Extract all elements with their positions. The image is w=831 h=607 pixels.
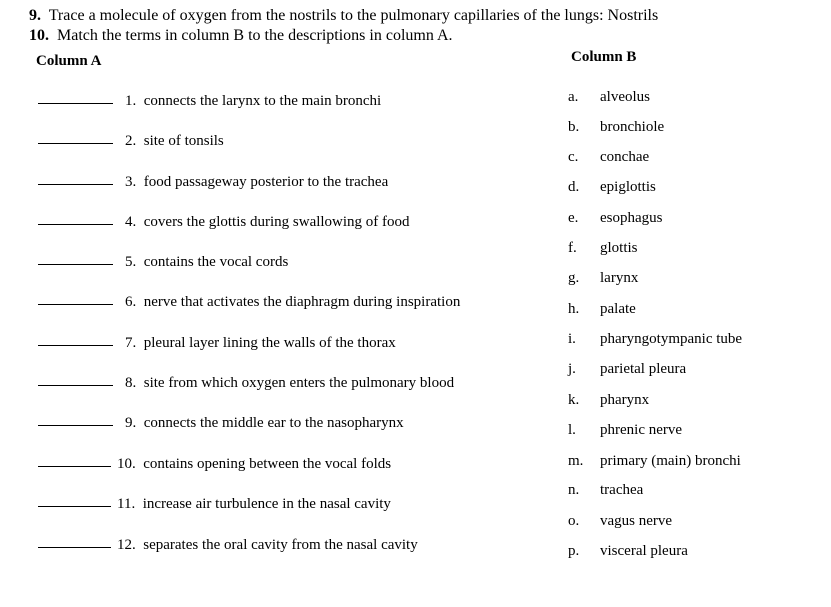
description-number: 9. — [125, 415, 137, 431]
description-text: food passageway posterior to the trachea — [143, 174, 389, 190]
term-text: trachea — [600, 482, 644, 498]
description-10 — [117, 454, 391, 474]
column-b-term-i — [568, 329, 742, 349]
column-b-term-k — [568, 390, 649, 410]
description-2 — [125, 131, 224, 151]
column-b-term-g — [568, 268, 638, 288]
column-b-term-m — [568, 451, 741, 471]
answer-blank-5[interactable] — [38, 264, 113, 265]
description-number: 4. — [125, 214, 137, 230]
answer-blank-7[interactable] — [38, 345, 113, 346]
term-letter: g. — [568, 270, 580, 286]
column-b-term-n — [568, 480, 643, 500]
description-1 — [125, 91, 381, 111]
question-9-number: 9. — [29, 7, 41, 24]
column-b-term-o — [568, 511, 672, 531]
term-letter: o. — [568, 513, 580, 529]
question-10-text: Match the terms in column B to the descriptions in column A. — [57, 27, 453, 44]
question-10-number: 10. — [29, 27, 49, 44]
term-letter: d. — [568, 179, 580, 195]
description-text: increase air turbulence in the nasal cavity — [142, 496, 391, 512]
term-text: epiglottis — [600, 179, 656, 195]
column-b-term-h — [568, 299, 636, 319]
answer-blank-2[interactable] — [38, 143, 113, 144]
description-11 — [117, 494, 391, 514]
question-10 — [29, 27, 453, 45]
column-b-term-c — [568, 147, 649, 167]
answer-blank-10[interactable] — [38, 466, 111, 467]
term-letter: h. — [568, 301, 580, 317]
description-number: 12. — [117, 537, 136, 553]
description-text: pleural layer lining the walls of the thorax — [143, 335, 396, 351]
column-b-term-p — [568, 541, 688, 561]
term-letter: n. — [568, 482, 580, 498]
term-letter: m. — [568, 453, 584, 469]
description-text: separates the oral cavity from the nasal cavity — [143, 537, 418, 553]
column-b-term-e — [568, 208, 663, 228]
question-9 — [29, 7, 658, 25]
term-letter: l. — [568, 422, 576, 438]
term-text: vagus nerve — [600, 513, 673, 529]
description-5 — [125, 252, 288, 272]
term-text: palate — [600, 301, 636, 317]
column-a-heading: Column A — [36, 53, 102, 69]
term-text: visceral pleura — [600, 543, 688, 559]
term-letter: p. — [568, 543, 580, 559]
column-b-term-a — [568, 87, 650, 107]
term-text: conchae — [600, 149, 650, 165]
term-text: glottis — [600, 240, 638, 256]
column-b-term-f — [568, 238, 638, 258]
answer-blank-3[interactable] — [38, 184, 113, 185]
description-text: nerve that activates the diaphragm during inspiration — [143, 294, 461, 310]
term-letter: k. — [568, 392, 580, 408]
question-9-text: Trace a molecule of oxygen from the nostrils to the pulmonary capillaries of the lungs: Nostrils — [48, 7, 659, 24]
description-number: 7. — [125, 335, 137, 351]
answer-blank-9[interactable] — [38, 425, 113, 426]
description-number: 5. — [125, 254, 137, 270]
description-number: 10. — [117, 456, 136, 472]
term-letter: b. — [568, 119, 580, 135]
description-6 — [125, 292, 460, 312]
description-12 — [117, 535, 418, 555]
term-letter: f. — [568, 240, 577, 256]
column-b-term-l — [568, 420, 682, 440]
answer-blank-6[interactable] — [38, 304, 113, 305]
description-7 — [125, 333, 396, 353]
description-number: 11. — [117, 496, 136, 512]
term-text: pharyngotympanic tube — [600, 331, 743, 347]
term-letter: i. — [568, 331, 576, 347]
description-text: connects the middle ear to the nasopharynx — [143, 415, 404, 431]
description-number: 8. — [125, 375, 137, 391]
term-letter: c. — [568, 149, 579, 165]
description-text: contains the vocal cords — [143, 254, 289, 270]
description-text: contains opening between the vocal folds — [143, 456, 392, 472]
description-text: site from which oxygen enters the pulmonary blood — [143, 375, 455, 391]
answer-blank-11[interactable] — [38, 506, 111, 507]
column-b-term-d — [568, 177, 656, 197]
term-letter: a. — [568, 89, 579, 105]
term-text: parietal pleura — [600, 361, 687, 377]
term-text: alveolus — [600, 89, 650, 105]
term-text: larynx — [600, 270, 639, 286]
term-text: bronchiole — [600, 119, 665, 135]
description-9 — [125, 413, 404, 433]
term-text: primary (main) bronchi — [600, 453, 741, 469]
description-text: connects the larynx to the main bronchi — [143, 93, 382, 109]
description-8 — [125, 373, 454, 393]
term-text: pharynx — [600, 392, 650, 408]
column-b-term-b — [568, 117, 664, 137]
term-text: phrenic nerve — [600, 422, 683, 438]
column-b-term-j — [568, 359, 686, 379]
answer-blank-4[interactable] — [38, 224, 113, 225]
term-text: esophagus — [600, 210, 663, 226]
answer-blank-12[interactable] — [38, 547, 111, 548]
description-text: covers the glottis during swallowing of food — [143, 214, 410, 230]
description-number: 6. — [125, 294, 137, 310]
description-number: 3. — [125, 174, 137, 190]
answer-blank-8[interactable] — [38, 385, 113, 386]
term-letter: e. — [568, 210, 579, 226]
description-text: site of tonsils — [143, 133, 224, 149]
description-number: 1. — [125, 93, 137, 109]
description-3 — [125, 172, 388, 192]
description-number: 2. — [125, 133, 137, 149]
description-4 — [125, 212, 410, 232]
answer-blank-1[interactable] — [38, 103, 113, 104]
term-letter: j. — [568, 361, 576, 377]
column-b-heading: Column B — [571, 49, 637, 65]
